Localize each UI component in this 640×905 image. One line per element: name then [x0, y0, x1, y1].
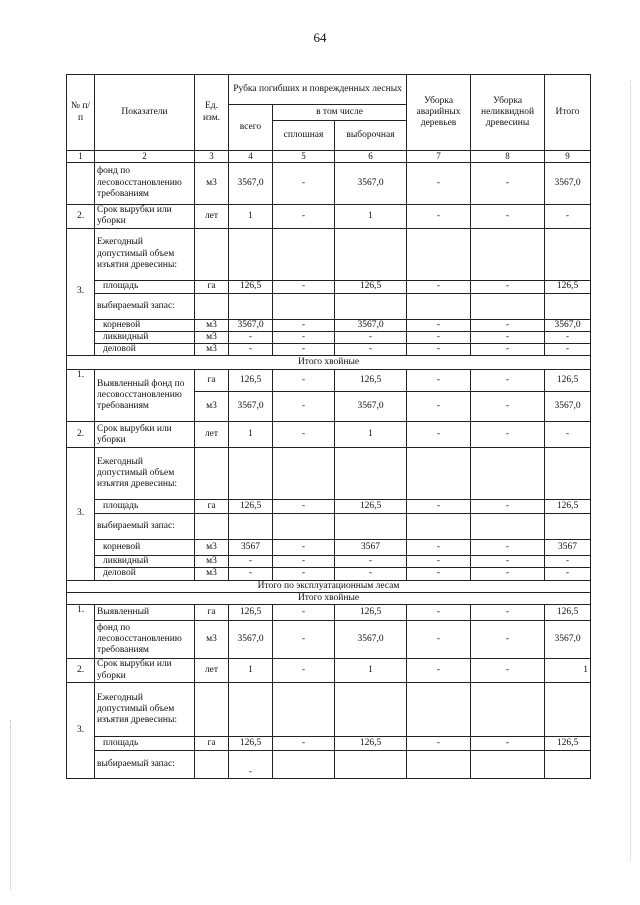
table-row: [67, 448, 591, 500]
empty-cell: [545, 514, 591, 540]
empty-cell: [229, 448, 273, 500]
cell: 3567,0: [335, 392, 407, 422]
cell: -: [407, 392, 471, 422]
row-num: 1.: [67, 605, 95, 659]
row-label: Ежегодный допустимый объем изъятия древесины:: [95, 228, 195, 280]
row-label: площадь: [95, 500, 195, 514]
empty-cell: [195, 293, 229, 319]
colnum: 3: [195, 151, 229, 163]
cell: 3567: [545, 540, 591, 556]
cell: -: [273, 344, 335, 356]
section-title: Итого по эксплуатационным лесам: [67, 580, 591, 592]
cell: -: [229, 556, 273, 568]
cell: 1: [335, 204, 407, 228]
row-num: 2.: [67, 659, 95, 683]
cell: -: [335, 568, 407, 580]
cell: -: [471, 392, 545, 422]
row-num: 3.: [67, 448, 95, 580]
cell: -: [545, 204, 591, 228]
page-number: 64: [313, 30, 327, 45]
row-label: фонд по лесовосстановлению требованиям: [95, 162, 195, 204]
table-row: [67, 293, 591, 319]
cell: 1: [545, 659, 591, 683]
cell: -: [335, 331, 407, 343]
row-label: ликвидный: [95, 331, 195, 343]
header-felling-group: Рубка погибших и поврежденных лесных: [229, 75, 407, 105]
empty-cell: [273, 683, 335, 737]
header-illiquid: Уборка неликвидной древесины: [471, 75, 545, 151]
row-unit: га: [195, 500, 229, 514]
cell: -: [545, 568, 591, 580]
table-row: [67, 204, 591, 228]
section-title: Итого хвойные: [67, 592, 591, 604]
cell: -: [407, 370, 471, 392]
header-selective: выборочная: [335, 121, 407, 151]
table-row: [67, 514, 591, 540]
table-row: [67, 280, 591, 293]
cell: -: [229, 751, 273, 779]
cell: -: [273, 605, 335, 621]
header-emergency: Уборка аварийных деревьев: [407, 75, 471, 151]
colnum: 4: [229, 151, 273, 163]
empty-cell: [273, 448, 335, 500]
cell: 126,5: [545, 500, 591, 514]
row-num: 3.: [67, 683, 95, 779]
row-unit: га: [195, 280, 229, 293]
row-unit: га: [195, 605, 229, 621]
cell: 3567,0: [229, 162, 273, 204]
empty-cell: [229, 683, 273, 737]
cell: -: [545, 556, 591, 568]
section-row: [67, 592, 591, 604]
table-row: [67, 540, 591, 556]
cell: 1: [229, 422, 273, 448]
row-label: площадь: [95, 737, 195, 751]
table-row: [67, 683, 591, 737]
cell: 126,5: [229, 370, 273, 392]
cell: 126,5: [335, 500, 407, 514]
cell: 1: [229, 659, 273, 683]
cell: 126,5: [229, 605, 273, 621]
table-row: [67, 751, 591, 779]
empty-cell: [229, 293, 273, 319]
row-unit: лет: [195, 422, 229, 448]
cell: -: [229, 344, 273, 356]
cell: -: [545, 331, 591, 343]
row-unit: м3: [195, 556, 229, 568]
empty-cell: [545, 751, 591, 779]
cell: -: [335, 344, 407, 356]
cell: -: [407, 659, 471, 683]
cell: -: [273, 331, 335, 343]
table-row: [67, 331, 591, 343]
empty-cell: [229, 228, 273, 280]
colnum: 5: [273, 151, 335, 163]
margin-line: [630, 80, 632, 860]
cell: -: [273, 659, 335, 683]
cell: -: [407, 344, 471, 356]
table-row: [67, 228, 591, 280]
cell: 1: [229, 204, 273, 228]
cell: -: [273, 319, 335, 331]
empty-cell: [229, 514, 273, 540]
header-grand-total: Итого: [545, 75, 591, 151]
cell: 1: [335, 422, 407, 448]
colnum: 6: [335, 151, 407, 163]
data-table: [66, 74, 591, 779]
cell: -: [471, 204, 545, 228]
empty-cell: [335, 751, 407, 779]
cell: -: [407, 280, 471, 293]
empty-cell: [195, 751, 229, 779]
row-num: 3.: [67, 228, 95, 356]
table-row: [67, 370, 591, 392]
row-unit: м3: [195, 621, 229, 659]
cell: 126,5: [229, 737, 273, 751]
cell: -: [407, 204, 471, 228]
row-label: корневой: [95, 540, 195, 556]
cell: -: [273, 556, 335, 568]
cell: 126,5: [229, 280, 273, 293]
empty-cell: [407, 448, 471, 500]
cell: 3567,0: [229, 621, 273, 659]
empty-cell: [335, 228, 407, 280]
table-row: [67, 605, 591, 621]
empty-cell: [471, 683, 545, 737]
empty-cell: [195, 228, 229, 280]
table-row: [67, 500, 591, 514]
cell: -: [273, 162, 335, 204]
table-row: [67, 319, 591, 331]
empty-cell: [273, 751, 335, 779]
cell: -: [407, 331, 471, 343]
row-label: Выявленный: [95, 605, 195, 621]
cell: -: [471, 319, 545, 331]
cell: 126,5: [335, 605, 407, 621]
cell: -: [407, 319, 471, 331]
row-label: Срок вырубки или уборки: [95, 422, 195, 448]
empty-cell: [335, 683, 407, 737]
cell: -: [471, 422, 545, 448]
cell: 3567,0: [545, 621, 591, 659]
colnum: 7: [407, 151, 471, 163]
cell: -: [471, 331, 545, 343]
empty-cell: [471, 448, 545, 500]
row-unit: м3: [195, 344, 229, 356]
row-unit: м3: [195, 319, 229, 331]
cell: -: [471, 540, 545, 556]
empty-cell: [195, 514, 229, 540]
empty-cell: [335, 448, 407, 500]
cell: -: [471, 621, 545, 659]
cell: -: [545, 422, 591, 448]
cell: -: [407, 621, 471, 659]
cell: 3567,0: [229, 319, 273, 331]
cell: -: [545, 344, 591, 356]
empty-cell: [471, 751, 545, 779]
cell: -: [407, 737, 471, 751]
cell: -: [273, 621, 335, 659]
empty-cell: [195, 448, 229, 500]
empty-cell: [195, 683, 229, 737]
cell: -: [407, 568, 471, 580]
cell: -: [335, 556, 407, 568]
row-label: Выявленный фонд по лесовосстановлению требованиям: [95, 370, 195, 422]
cell: -: [273, 737, 335, 751]
row-unit: га: [195, 737, 229, 751]
header-indicator: Показатели: [95, 75, 195, 151]
cell: -: [471, 500, 545, 514]
row-unit: м3: [195, 392, 229, 422]
cell: -: [471, 605, 545, 621]
colnum: 2: [95, 151, 195, 163]
cell: 3567,0: [545, 319, 591, 331]
row-label: ликвидный: [95, 556, 195, 568]
empty-cell: [407, 228, 471, 280]
margin-line: [10, 720, 12, 890]
table-row: [67, 568, 591, 580]
row-unit: га: [195, 370, 229, 392]
cell: -: [471, 370, 545, 392]
row-label: Ежегодный допустимый объем изъятия древесины:: [95, 683, 195, 737]
cell: -: [407, 162, 471, 204]
empty-cell: [407, 683, 471, 737]
cell: 3567,0: [545, 392, 591, 422]
empty-cell: [545, 683, 591, 737]
row-label: фонд по лесовосстановлению требованиям: [95, 621, 195, 659]
empty-cell: [545, 448, 591, 500]
data-table-wrapper: [66, 74, 590, 779]
row-label: деловой: [95, 568, 195, 580]
row-num: 1.: [67, 370, 95, 422]
table-row: [67, 621, 591, 659]
cell: -: [471, 659, 545, 683]
header-clear: сплошная: [273, 121, 335, 151]
colnum: 8: [471, 151, 545, 163]
colnum: 1: [67, 151, 95, 163]
row-label: Срок вырубки или уборки: [95, 659, 195, 683]
row-label: выбираемый запас:: [95, 751, 195, 779]
empty-cell: [545, 228, 591, 280]
cell: 3567,0: [545, 162, 591, 204]
row-label: выбираемый запас:: [95, 293, 195, 319]
cell: 126,5: [545, 605, 591, 621]
empty-cell: [335, 293, 407, 319]
cell: 3567,0: [335, 319, 407, 331]
cell: -: [407, 605, 471, 621]
cell: 126,5: [335, 737, 407, 751]
cell: 126,5: [545, 370, 591, 392]
row-unit: лет: [195, 659, 229, 683]
cell: -: [407, 500, 471, 514]
cell: -: [407, 540, 471, 556]
cell: -: [273, 204, 335, 228]
cell: -: [229, 568, 273, 580]
cell: 3567: [229, 540, 273, 556]
table-row: [67, 737, 591, 751]
empty-cell: [407, 514, 471, 540]
row-label: деловой: [95, 344, 195, 356]
cell: -: [273, 370, 335, 392]
cell: -: [273, 500, 335, 514]
cell: -: [273, 392, 335, 422]
header-row: [67, 75, 591, 105]
table-row: [67, 556, 591, 568]
cell: -: [273, 568, 335, 580]
row-label: Ежегодный допустимый объем изъятия древесины:: [95, 448, 195, 500]
cell: -: [273, 540, 335, 556]
empty-cell: [471, 514, 545, 540]
cell: 3567,0: [335, 162, 407, 204]
cell: -: [471, 162, 545, 204]
cell: 126,5: [335, 370, 407, 392]
row-label: выбираемый запас:: [95, 514, 195, 540]
section-title: Итого хвойные: [67, 356, 591, 370]
row-label: площадь: [95, 280, 195, 293]
empty-cell: [545, 293, 591, 319]
row-label: корневой: [95, 319, 195, 331]
empty-cell: [407, 293, 471, 319]
cell: 3567,0: [229, 392, 273, 422]
empty-cell: [471, 293, 545, 319]
empty-cell: [273, 293, 335, 319]
header-total: всего: [229, 105, 273, 151]
cell: 126,5: [545, 280, 591, 293]
table-row: [67, 344, 591, 356]
cell: 126,5: [545, 737, 591, 751]
header-num: № п/п: [67, 75, 95, 151]
row-num: 2.: [67, 422, 95, 448]
row-unit: м3: [195, 331, 229, 343]
cell: -: [471, 737, 545, 751]
row-num: [67, 162, 95, 204]
row-unit: лет: [195, 204, 229, 228]
cell: -: [407, 422, 471, 448]
cell: 1: [335, 659, 407, 683]
empty-cell: [471, 228, 545, 280]
cell: -: [471, 280, 545, 293]
table-row: [67, 162, 591, 204]
row-unit: м3: [195, 540, 229, 556]
section-row: [67, 356, 591, 370]
cell: -: [471, 344, 545, 356]
empty-cell: [335, 514, 407, 540]
cell: -: [273, 280, 335, 293]
header-unit: Ед. изм.: [195, 75, 229, 151]
row-num: 2.: [67, 204, 95, 228]
cell: -: [471, 568, 545, 580]
table-row: [67, 659, 591, 683]
colnum: 9: [545, 151, 591, 163]
row-unit: м3: [195, 568, 229, 580]
cell: -: [229, 331, 273, 343]
table-row: [67, 422, 591, 448]
empty-cell: [273, 514, 335, 540]
row-label: Срок вырубки или уборки: [95, 204, 195, 228]
header-including: в том числе: [273, 105, 407, 121]
cell: -: [471, 556, 545, 568]
cell: -: [273, 422, 335, 448]
section-row: [67, 580, 591, 592]
cell: -: [407, 556, 471, 568]
row-unit: м3: [195, 162, 229, 204]
cell: 3567: [335, 540, 407, 556]
cell: 3567,0: [335, 621, 407, 659]
column-number-row: [67, 151, 591, 163]
empty-cell: [407, 751, 471, 779]
cell: 126,5: [229, 500, 273, 514]
empty-cell: [273, 228, 335, 280]
cell: 126,5: [335, 280, 407, 293]
